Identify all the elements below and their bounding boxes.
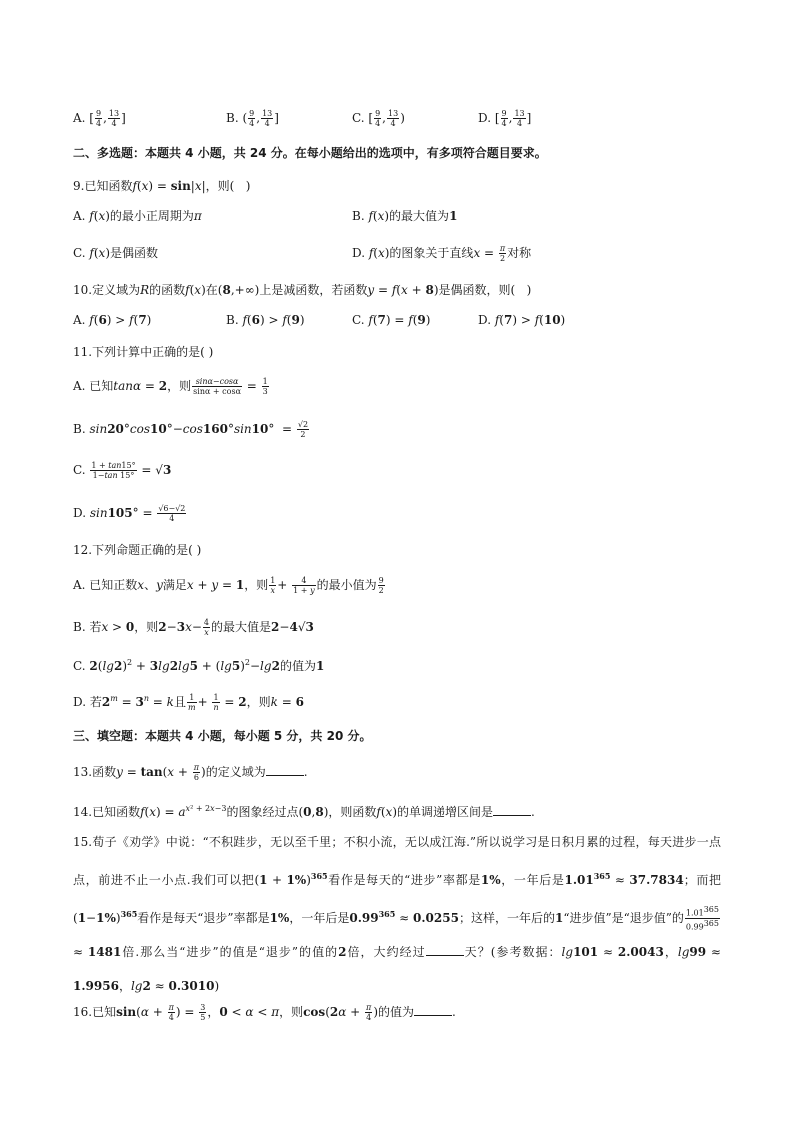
question-11-stem: 11.下列计算中正确的是( ) — [73, 345, 214, 359]
question-10-option-b: B. f(6) > f(9) — [226, 313, 305, 327]
question-10-option-a: A. f(6) > f(7) — [73, 313, 152, 327]
question-11-option-b: B. sin20°cos10°−cos160°sin10° = $\frac{√2}{2}$ — [73, 420, 309, 439]
option-d-top: D. [ $\frac{9}{4}$ , $\frac{13}{4}$ ] — [478, 109, 532, 128]
question-15: 15.荀子《劝学》中说：“不积跬步，无以至千里；不积小流，无以成江海.”所以说学习是日积月累的过程，每天进步一点点，前进不止一小点.我们可以把$(1 + 1\%)^{365}$看作是每天的“进步”率都是1%，一年后是$1.01^{365} \approx 37.7834$；而把$(1-1\%)^{365}$看作是每天“退步”率都是1%，一年后是$0.99^{365} \approx 0.0255$；这样，一年后的1“进步值”是“退步值”的 $\frac{1.01^{365}}{0.99^{365}}$ ≈ 1481倍.那么当“进步”的值是“退步”的值的2倍，大约经过 天？(参考数据：lg101 ≈ 2.0043，lg99 ≈ 1.9956，lg2 ≈ 0.3010) — [73, 835, 721, 993]
question-9-option-d: D. f(x)的图象关于直线x = $\frac{\pi}{2}$ 对称 — [352, 244, 532, 263]
question-9-stem: 9.已知函数f(x) = sin|x|，则( ) — [73, 179, 251, 193]
question-12-option-b: B. 若x > 0，则2−3x− $\frac{4}{x}$ 的最大值是2−4√3 — [73, 618, 314, 637]
question-10-option-d: D. f(7) > f(10) — [478, 313, 566, 327]
option-c-top: C. [ $\frac{9}{4}$ , $\frac{13}{4}$ ) — [352, 109, 405, 128]
question-16: 16.已知sin(α + $\frac{\pi}{4}$ ) = $\frac{3}{5}$ ，0 < α < π，则cos(2α + $\frac{\pi}{4}$ )的值为 . — [73, 1003, 456, 1022]
question-11-option-d: D. sin105° = $\frac{√6-√2}{4}$ — [73, 504, 186, 523]
question-12-option-c: C. $2(\lg 2)^2 + 3\lg 2\lg 5 + (\lg 5)^2-\lg 2$的值为1 — [73, 658, 325, 673]
question-9-option-a: A. f(x)的最小正周期为π — [73, 209, 202, 223]
question-13: 13.函数y = tan(x + $\frac{\pi}{6}$ )的定义域为 . — [73, 763, 308, 782]
answer-blank[interactable] — [414, 1003, 452, 1016]
section-multiple-choice-heading: 二、多选题：本题共 4 小题，共 24 分。在每小题给出的选项中，有多项符合题目要求。 — [73, 146, 547, 160]
question-11-option-c: C. $\frac{1 + \tan 15^\circ}{1-\tan 15^\circ}$ = √3 — [73, 461, 172, 480]
question-12-stem: 12.下列命题正确的是( ) — [73, 543, 202, 557]
answer-blank[interactable] — [266, 763, 304, 776]
answer-blank[interactable] — [493, 803, 531, 816]
question-10-option-c: C. f(7) = f(9) — [352, 313, 431, 327]
option-b-top: B. ( $\frac{9}{4}$ , $\frac{13}{4}$ ] — [226, 109, 279, 128]
question-12-option-a: A. 已知正数x、y满足x + y = 1，则 $\frac{1}{x}$ + $\frac{4}{1 + y}$ 的最小值为 $\frac{9}{2}$ — [73, 576, 384, 595]
question-11-option-a: A. 已知tanα = 2，则 $\frac{\sin\alpha-\cos\alpha}{\sin\alpha + \cos\alpha}$ = $\frac{1}{3}$ — [73, 377, 268, 396]
question-10-stem: 10.定义域为R的函数f(x)在(8,+∞)上是减函数，若函数y = f(x + 8)是偶函数，则( ) — [73, 283, 532, 297]
question-12-option-d: D. 若$2^m = 3^n = k$且 $\frac{1}{m}$ + $\frac{1}{n}$ = 2，则k = 6 — [73, 693, 304, 712]
question-14: 14.已知函数$f(x) = a^{x^2 + 2x-3}$的图象经过点(0,8)，则函数f(x)的单调递增区间是 . — [73, 804, 535, 819]
section-fill-in-heading: 三、填空题：本题共 4 小题，每小题 5 分，共 20 分。 — [73, 729, 372, 743]
question-9-option-b: B. f(x)的最大值为1 — [352, 209, 458, 223]
question-9-option-c: C. f(x)是偶函数 — [73, 246, 158, 260]
option-a-top: A. [ $\frac{9}{4}$ , $\frac{13}{4}$ ] — [73, 109, 126, 128]
answer-blank[interactable] — [426, 943, 464, 956]
